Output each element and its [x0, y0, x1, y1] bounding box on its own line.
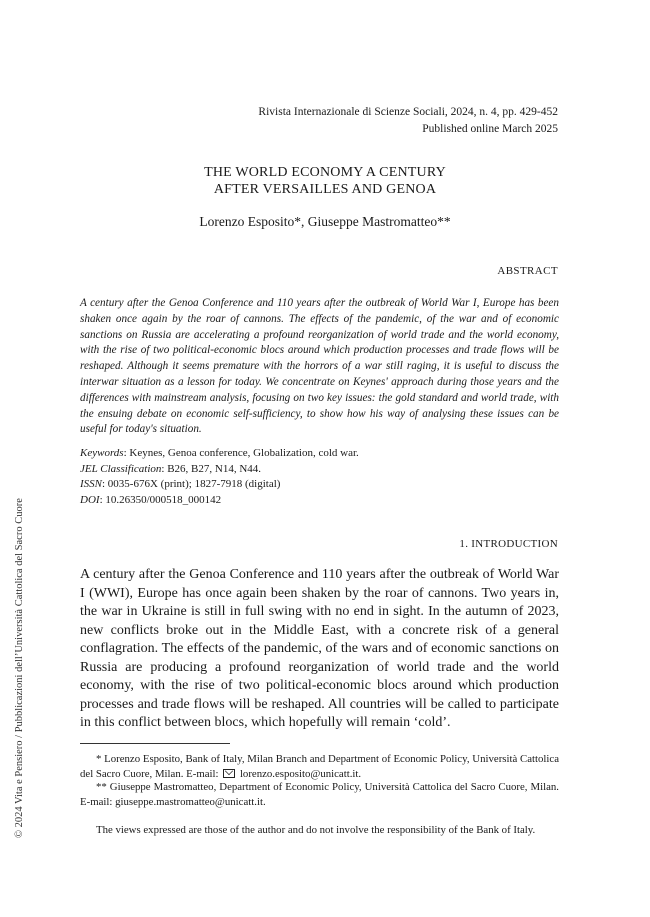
envelope-icon — [223, 769, 235, 778]
abstract-heading: ABSTRACT — [497, 265, 558, 277]
paper-title — [0, 164, 650, 198]
doi-label: DOI — [80, 493, 100, 506]
footnote-2: ** Giuseppe Mastromatteo, Department of Economic Policy, Università Cattolica del Sacro Cuore, Milan. E-mail: giuseppe.mastromatteo@unicatt.it. — [80, 781, 559, 808]
jel-label: JEL Classification — [80, 462, 162, 475]
jel-line — [80, 462, 359, 478]
issn-label: ISSN — [80, 478, 102, 490]
authors: Lorenzo Esposito*, Giuseppe Mastromatteo** — [199, 214, 451, 229]
issn-value: : 0035-676X (print); 1827-7918 (digital) — [102, 478, 281, 490]
introduction-paragraph: A century after the Genoa Conference and 110 years after the outbreak of World War I (WWI), Europe has once again been shaken by the roar of cannons. Two years in, the war in Ukraine is still in full swing with no end in sight. In the autumn of 2023, new conflicts broke out in the Middle East, with a concrete risk of a general conflagration. The effects of the pandemic, of the wars and of economic sanctions on Russia are producing a profound reorganization of world trade and the world economy, with the rise of two political-economic blocs around which production processes and trade flows will be reshaped. All countries will be called to participate in this conflict between blocs, which hopefully will remain ‘cold’. — [80, 567, 559, 730]
footnote-1 — [80, 752, 559, 782]
copyright-side-note: © 2024 Vita e Pensiero / Pubblicazioni dell’Università Cattolica del Sacro Cuore — [14, 498, 25, 838]
abstract-text: A century after the Genoa Conference and 110 years after the outbreak of World War I, Europe has been shaken once again by the roar of cannons. The effects of the pandemic, of the war and of economic sanctions on Russia are accelerating a profound reorganization of world trade and the world economy, with the rise of two political-economic blocs around which production processes and trade flows will be reshaped. Although it seems premature with the horrors of a war still raging, it is useful to discuss the interwar situation as a lesson for today. We concentrate on Keynes' approach during those years and the differences with mainstream analysis, focusing on two key issues: the gold standard and world trade, with the ensuing debate on economic self-sufficiency, to show how his way of analysing these issues can be useful for today's situation. — [80, 297, 559, 436]
journal-header — [258, 104, 558, 138]
title-line-1: THE WORLD ECONOMY A CENTURY — [204, 165, 446, 180]
footnote-1-text: * Lorenzo Esposito, Bank of Italy, Milan Branch and Department of Economic Policy, Università Cattolica del Sacro Cuore, Milan. E-mail: — [80, 753, 559, 780]
footnote-1-email[interactable]: lorenzo.esposito@unicatt.it. — [239, 768, 362, 780]
footnote-divider — [80, 743, 230, 744]
keywords-value: : Keynes, Genoa conference, Globalization, cold war. — [123, 447, 359, 459]
journal-citation: Rivista Internazionale di Scienze Sociali, 2024, n. 4, pp. 429-452 — [258, 106, 558, 118]
doi-value: : 10.26350/000518_000142 — [99, 493, 222, 506]
keywords-label: Keywords — [80, 447, 124, 459]
footnote-3: The views expressed are those of the author and do not involve the responsibility of the Bank of Italy. — [96, 824, 536, 836]
published-date: Published online March 2025 — [422, 123, 558, 135]
jel-value: : B26, B27, N14, N44. — [161, 462, 262, 475]
section-heading: 1. INTRODUCTION — [459, 538, 558, 550]
doi-line — [80, 493, 359, 509]
title-line-2: AFTER VERSAILLES AND GENOA — [213, 182, 437, 197]
keywords-line — [80, 446, 359, 462]
article-metadata — [80, 446, 359, 508]
issn-line — [80, 477, 359, 493]
